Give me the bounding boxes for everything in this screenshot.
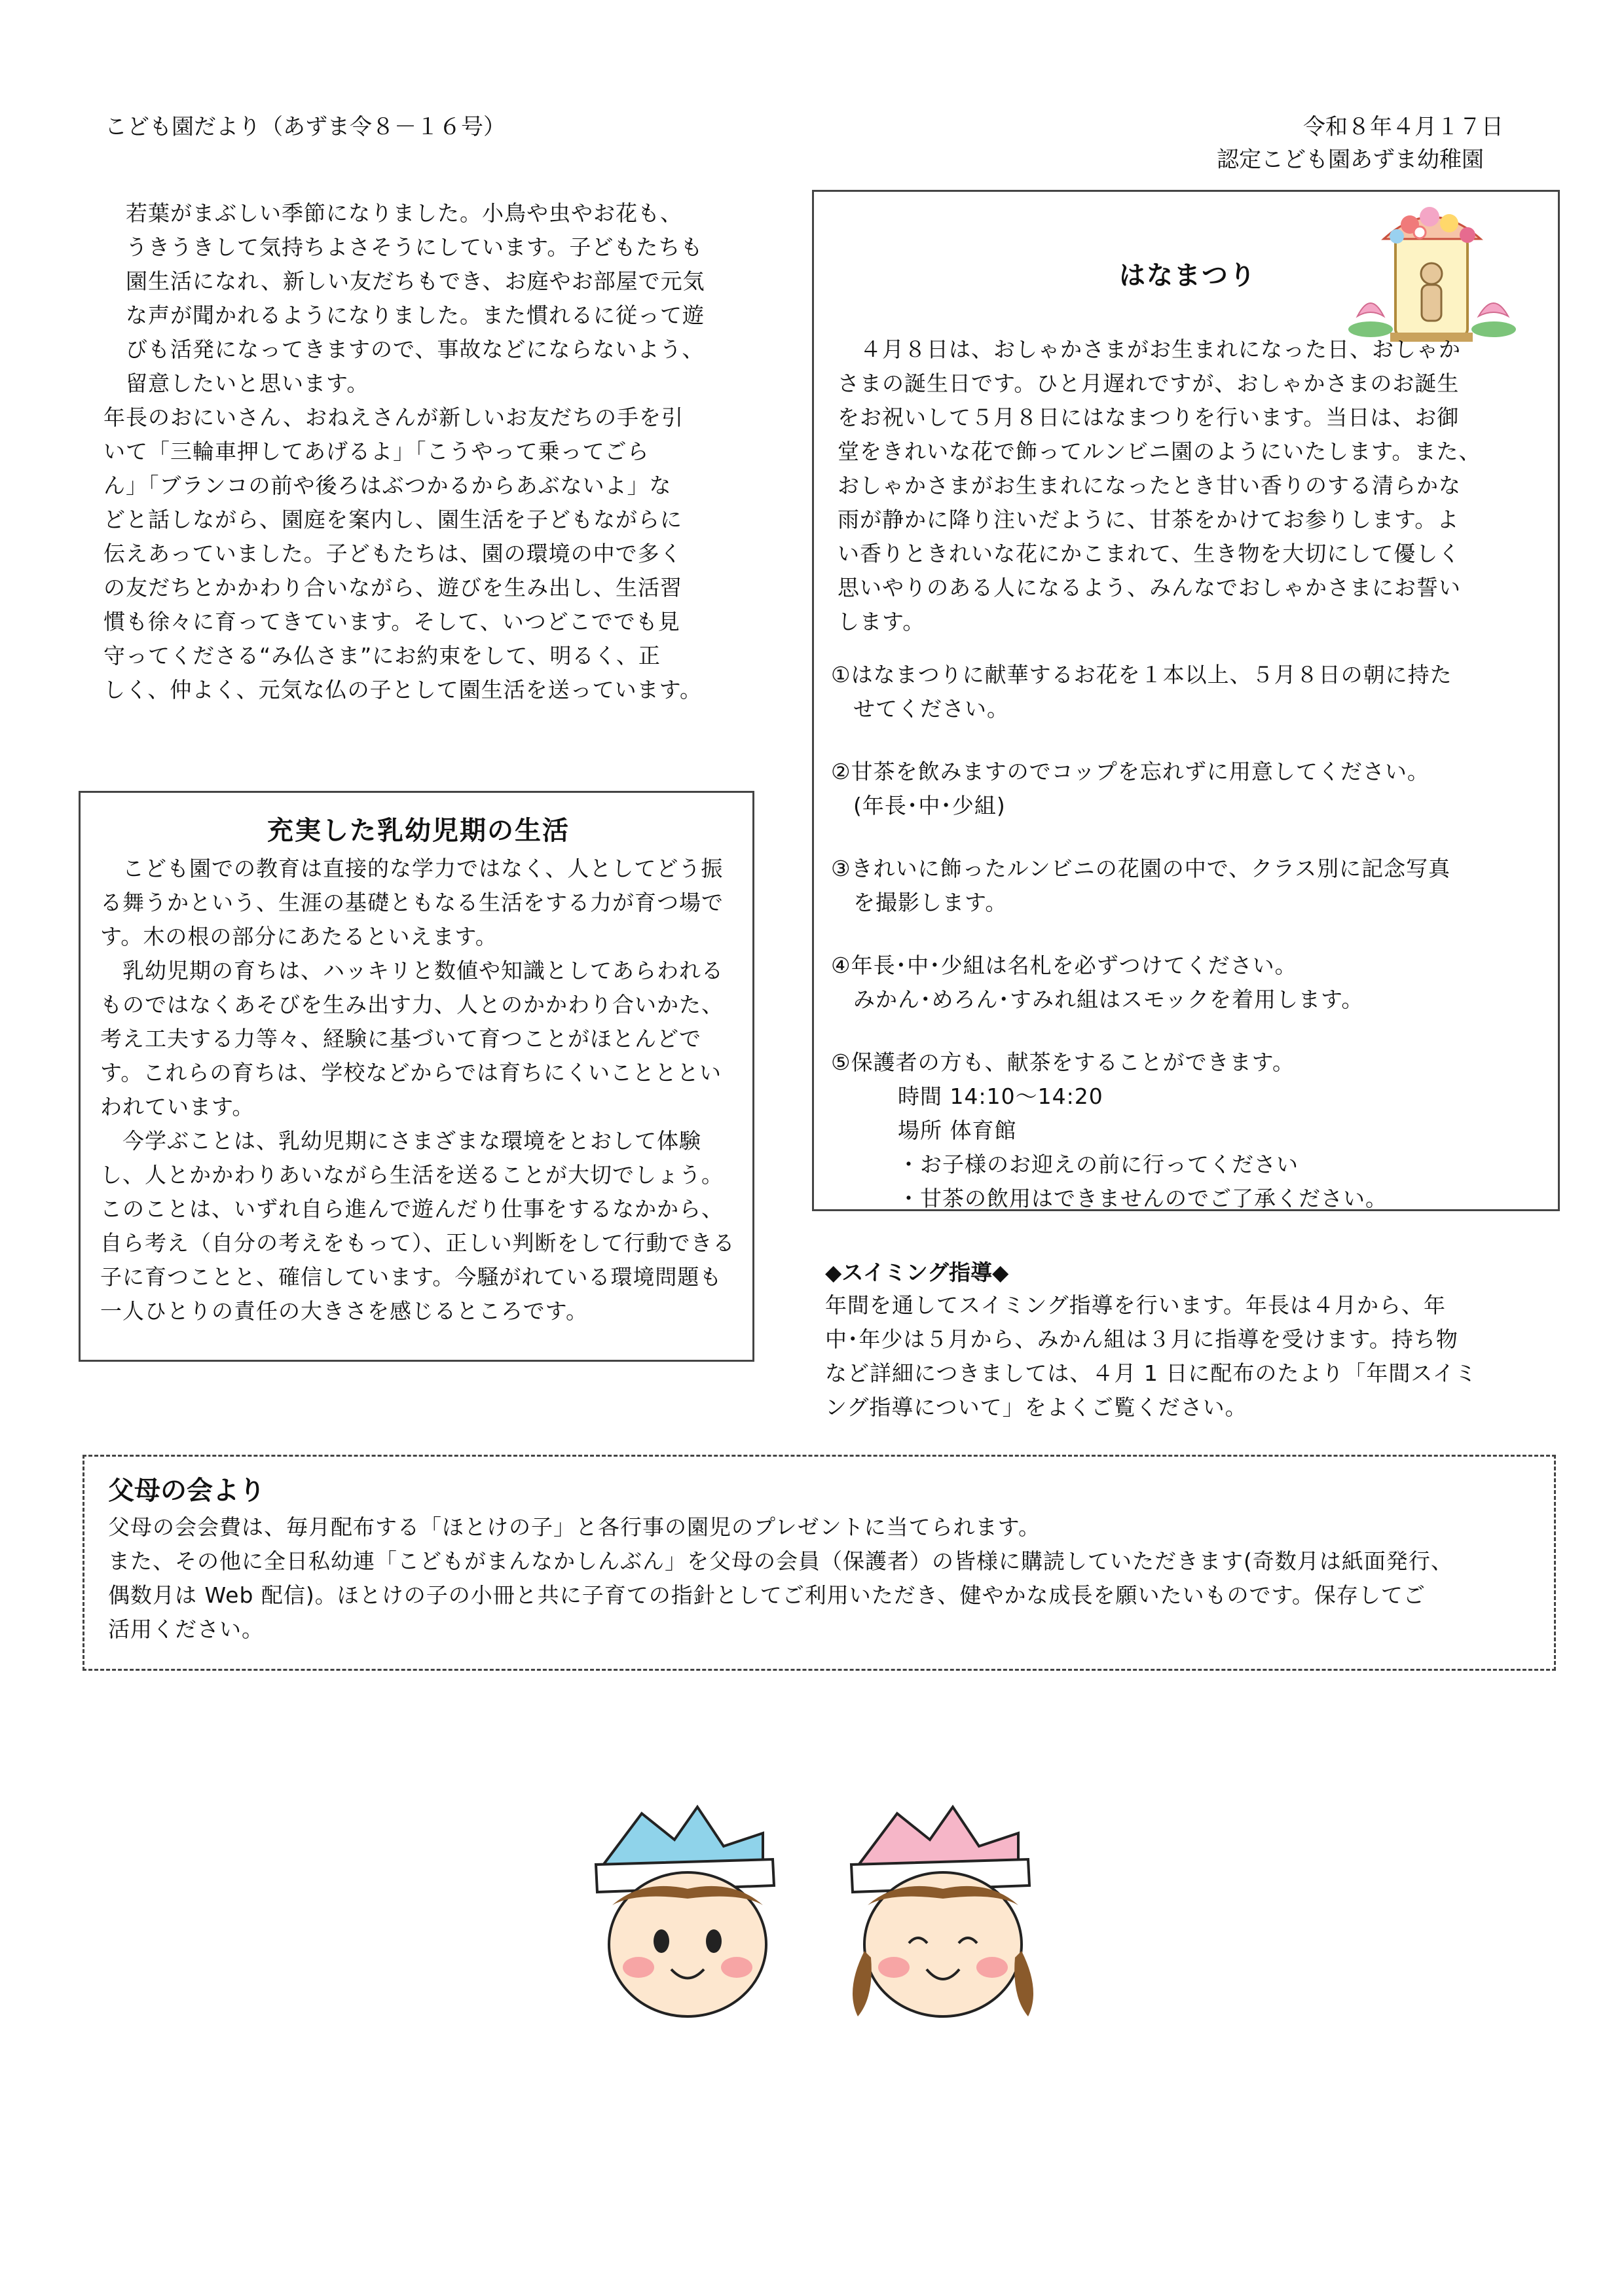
infancy-title: 充実した乳幼児期の生活 [267, 816, 570, 846]
swimming-title: ◆スイミング指導◆ [825, 1260, 1009, 1285]
parents-title: 父母の会より [108, 1476, 265, 1506]
infancy-body: こども園での教育は直接的な学力ではなく、人としてどう振る舞うかという、生涯の基礎ともなる生活をする力が育つ場です。木の根の部分にあたるといえます。 乳幼児期の育ちは、ハッキリと数値や知識としてあらわれるものではなくあそびを生み出す力、人とのかかわり合いかた、考え工夫する力等々、経験に基づいて育つことがほとんどです。これらの育ちは、学校などからでは育ちにくいこととといわれています。 今学ぶことは、乳幼児期にさまざまな環境をとおして体験し、人とかかわりあいながら生活を送ることが大切でしょう。このことは、いずれ自ら進んで遊んだり仕事をするなかから、自ら考え（自分の考えをもって）、正しい判断をして行動できる子に育つことと、確信しています。今騒がれている環境問題も一人ひとりの責任の大きさを感じるところです。 [100, 856, 735, 1324]
issue-date: 令和８年４月１７日 [1303, 114, 1504, 140]
event-place: 場所 体育館 [898, 1118, 1017, 1143]
swimming-body: 年間を通してスイミング指導を行います。年長は４月から、年 中･年少は５月から、みかん組は３月に指導を受けます。持ち物 など詳細につきましては、４月 1 日に配布のたより「年間スイミ ング指導について」をよくご覧ください。 [825, 1292, 1477, 1420]
hanamatsuri-item-3: ③きれいに飾ったルンビニの花園の中で、クラス別に記念写真 を撮影します。 [831, 856, 1451, 915]
children-illustration [583, 1794, 1061, 2030]
parents-body: 父母の会会費は、毎月配布する「ほとけの子」と各行事の園児のプレゼントに当てられます。 また、その他に全日私幼連「こどもがまんなかしんぶん」を父母の会員（保護者）の皆様に購読していただきます(奇数月は紙面発行、 偶数月は Web 配信)。ほとけの子の小冊と共に子育ての指針としてご利用いただき、健やかな成長を願いたいものです。保存してご 活用ください。 [108, 1514, 1453, 1642]
newsletter-number: こども園だより（あずま令８－１６号） [105, 114, 506, 140]
infancy-box [79, 791, 754, 1362]
hanamatsuri-box [812, 190, 1560, 1211]
hanamatsuri-body: ４月８日は、おしゃかさまがお生まれになった日、おしゃか さまの誕生日です。ひと月遅れですが、おしゃかさまのお誕生 をお祝いして５月８日にはなまつりを行います。当日は、お御 堂をきれいな花で飾ってルンビニ園のようにいたします。また、 おしゃかさまがお生まれになったとき甘い香りのする清らかな 雨が静かに降り注いだように、甘茶をかけてお参りします。よ い香りときれいな花にかこまれて、生き物を大切にして優しく 思いやりのある人になるよう、みんなでおしゃかさまにお誓い します。 [838, 337, 1481, 634]
intro-paragraph: 若葉がまぶしい季節になりました。小鳥や虫やお花も、 うきうきして気持ちよさそうにしています。子どもたちも 園生活になれ、新しい友だちもでき、お庭やお部屋で元気 な声が聞かれるようになりました。また慣れるに従って遊 びも活発になってきますので、事故などにならないよう、 留意したいと思います。 年長のおにいさん、おねえさんが新しいお友だちの手を引 いて「三輪車押してあげるよ」「こうやって乗ってごら ん」「ブランコの前や後ろはぶつかるからあぶないよ」な どと話しながら、園庭を案内し、園生活を子どもながらに 伝えあっていました。子どもたちは、園の環境の中で多く の友だちとかかわり合いながら、遊びを生み出し、生活習 慣も徐々に育ってきています。そして、いつどこででも見 守ってくださる“み仏さま”にお約束をして、明るく、正 しく、仲よく、元気な仏の子として園生活を送っています。 [103, 200, 705, 702]
school-name: 認定こども園あずま幼稚園 [1217, 147, 1484, 173]
parents-box [83, 1455, 1556, 1671]
hanamatsuri-item-5: ⑤保護者の方も、献茶をすることができます。 [831, 1049, 1295, 1075]
event-time: 時間 14:10～14:20 [898, 1084, 1103, 1109]
hanamatsuri-item-2: ②甘茶を飲みますのでコップを忘れずに用意してください。 (年長･中･少組) [831, 759, 1430, 818]
event-note-1: ・お子様のお迎えの前に行ってください [898, 1152, 1299, 1177]
hanamatsuri-title: はなまつり [1119, 261, 1257, 291]
event-note-2: ・甘茶の飲用はできませんのでご了承ください。 [898, 1186, 1388, 1211]
hanamatsuri-item-1: ①はなまつりに献華するお花を１本以上、５月８日の朝に持た せてください。 [831, 662, 1452, 721]
hanamatsuri-item-4: ④年長･中･少組は名札を必ずつけてください。 みかん･めろん･すみれ組はスモックを着用します。 [831, 953, 1364, 1012]
